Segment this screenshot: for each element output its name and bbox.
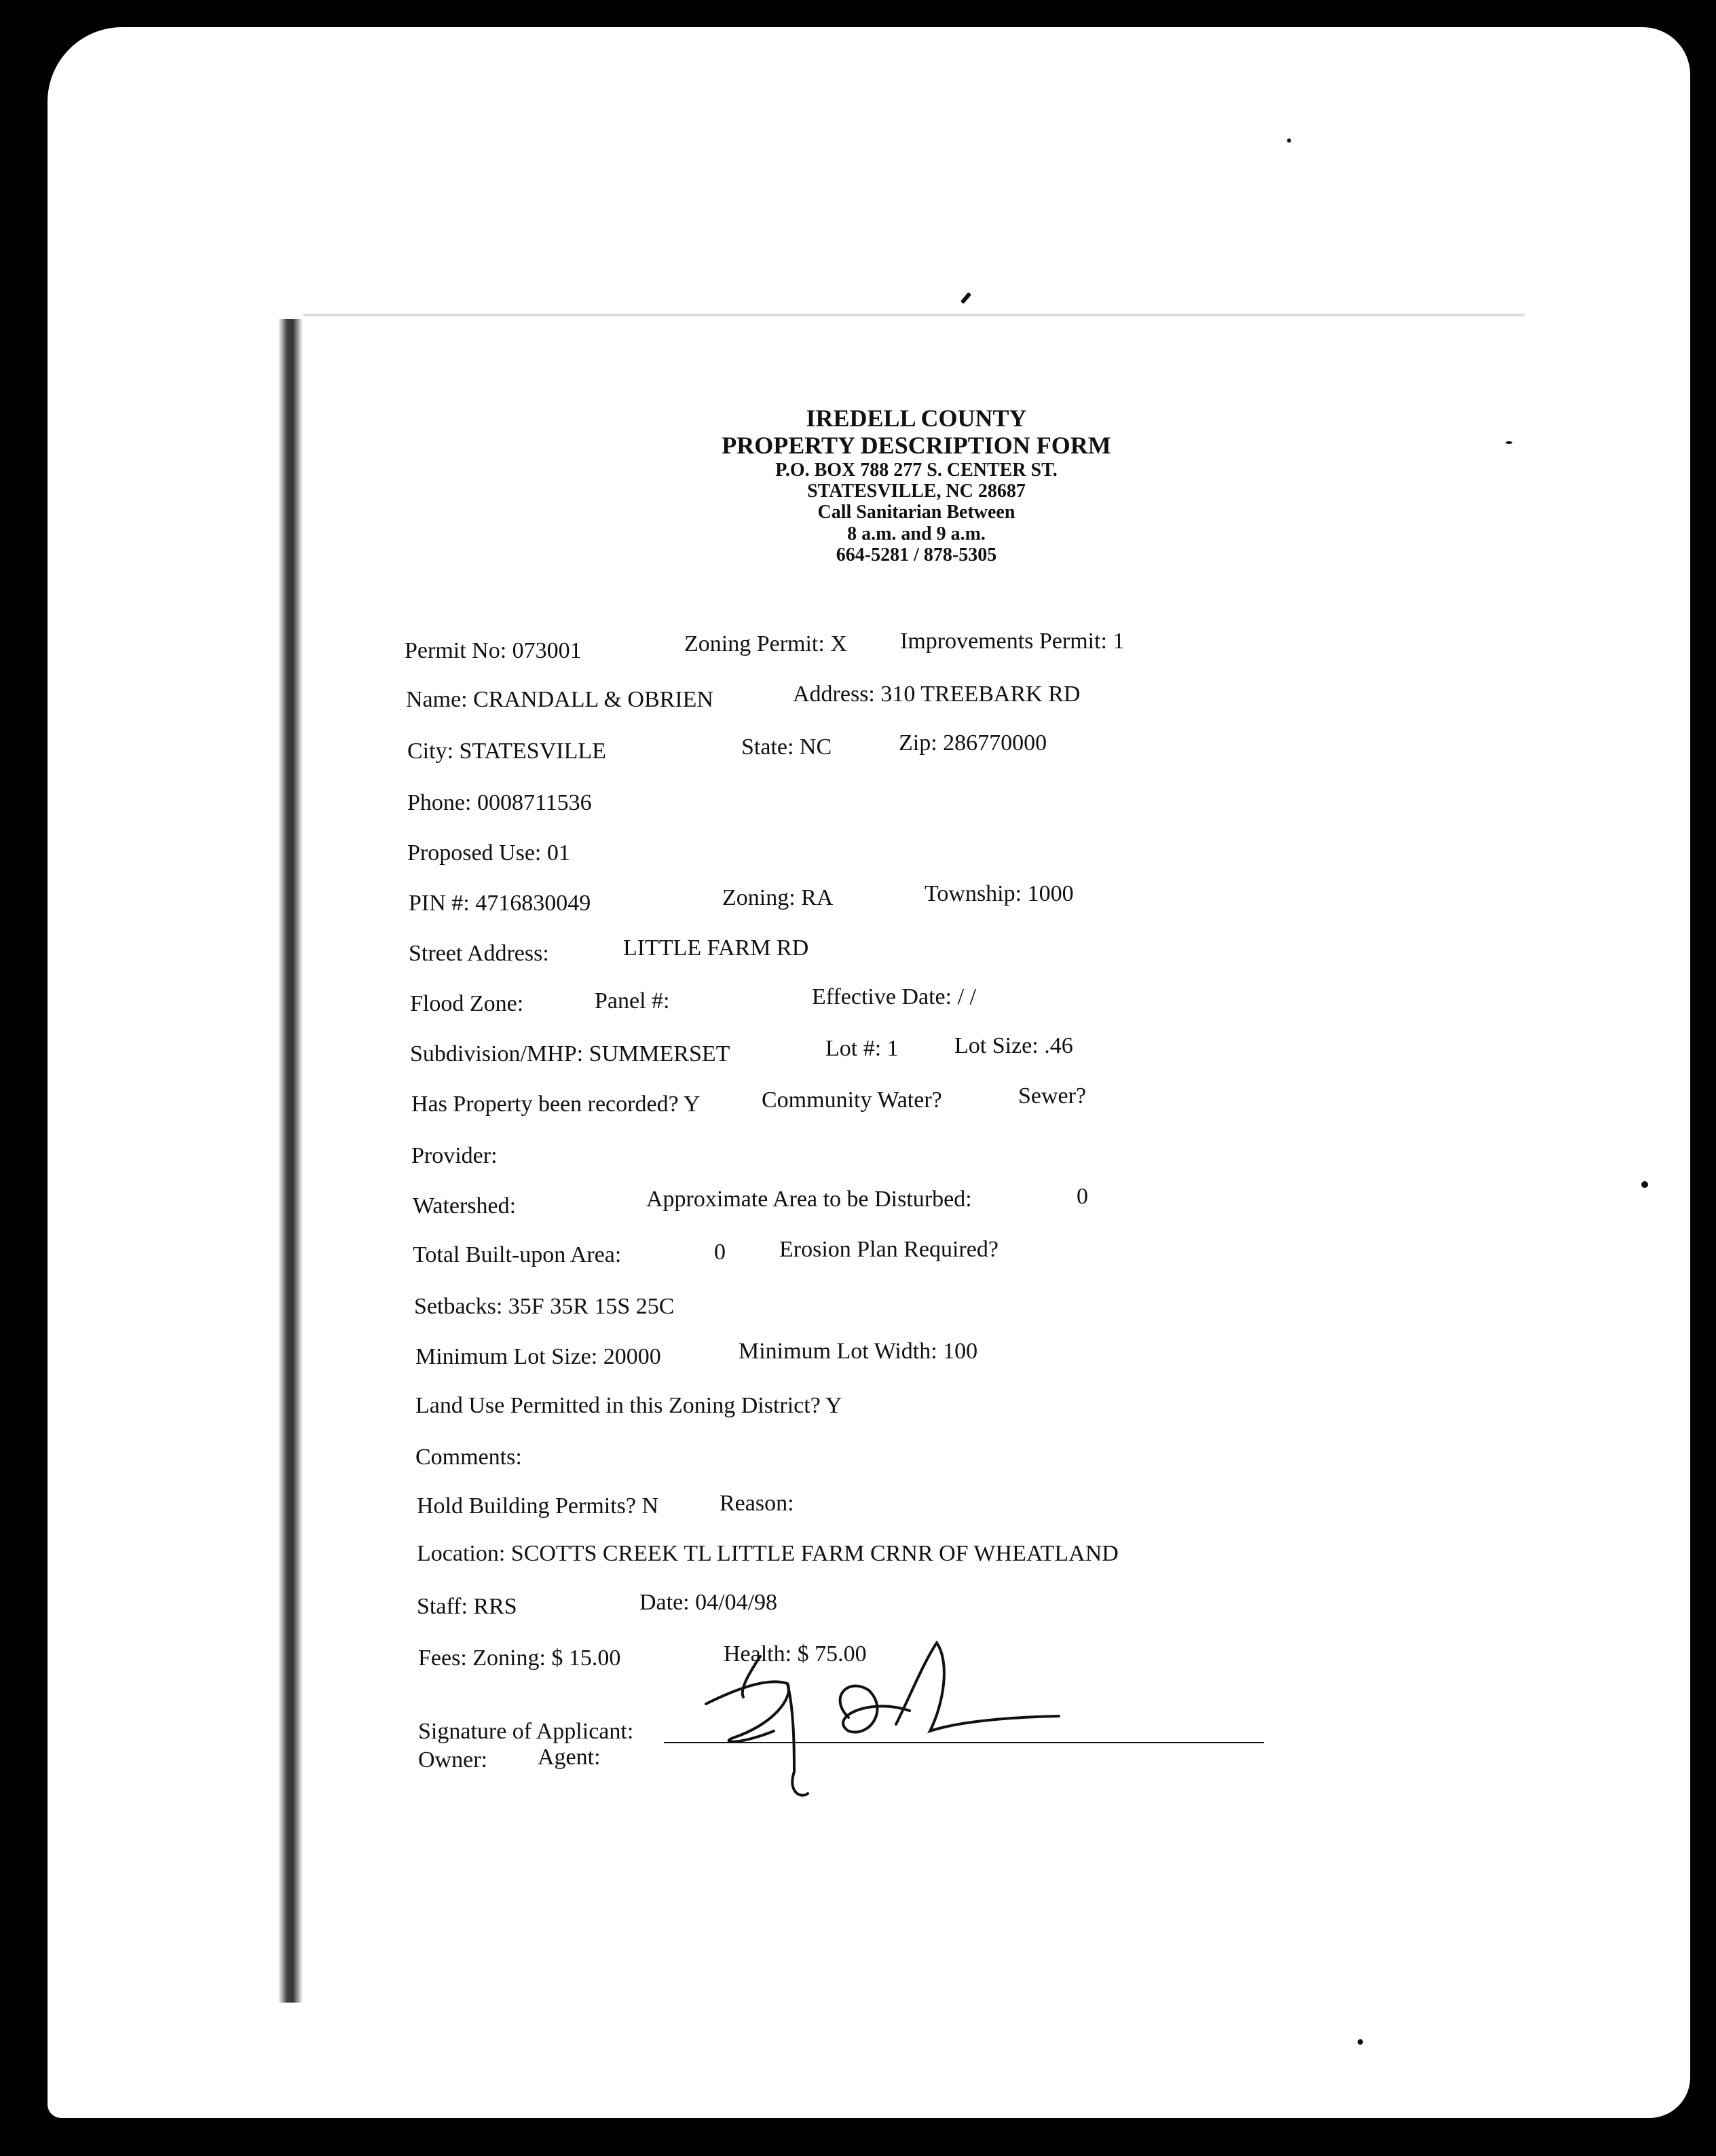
agent-label: Agent: xyxy=(538,1745,601,1770)
minimum-lot-width: Minimum Lot Width: 100 xyxy=(739,1339,978,1364)
signature-label: Signature of Applicant: xyxy=(418,1719,634,1744)
sewer: Sewer? xyxy=(1018,1083,1087,1109)
property-recorded: Has Property been recorded? Y xyxy=(411,1092,701,1117)
land-use-permitted: Land Use Permitted in this Zoning District? Y xyxy=(415,1393,842,1418)
pin-number: PIN #: 4716830049 xyxy=(409,891,591,916)
built-upon-area-value: 0 xyxy=(714,1240,726,1265)
page-edge-line xyxy=(303,314,1525,316)
lot-number: Lot #: 1 xyxy=(825,1036,899,1061)
owner-label: Owner: xyxy=(418,1747,487,1772)
setbacks: Setbacks: 35F 35R 15S 25C xyxy=(414,1294,675,1319)
applicant-name: Name: CRANDALL & OBRIEN xyxy=(406,687,713,712)
form-title: PROPERTY DESCRIPTION FORM xyxy=(722,432,1111,460)
city-state-zip: STATESVILLE, NC 28687 xyxy=(807,480,1026,502)
erosion-plan: Erosion Plan Required? xyxy=(779,1237,999,1262)
staff: Staff: RRS xyxy=(417,1594,517,1619)
location: Location: SCOTTS CREEK TL LITTLE FARM CRNR OF WHEATLAND xyxy=(417,1541,1119,1566)
improvements-permit: Improvements Permit: 1 xyxy=(900,629,1125,654)
approximate-area-label: Approximate Area to be Disturbed: xyxy=(646,1187,972,1212)
applicant-address: Address: 310 TREEBARK RD xyxy=(793,682,1081,707)
fees-zoning: Fees: Zoning: $ 15.00 xyxy=(418,1646,621,1671)
city: City: STATESVILLE xyxy=(407,739,606,764)
approximate-area-value: 0 xyxy=(1077,1184,1088,1209)
phone: Phone: 0008711536 xyxy=(407,790,592,815)
call-instructions: Call Sanitarian Between xyxy=(817,502,1015,523)
comments: Comments: xyxy=(415,1445,522,1470)
form-header xyxy=(611,405,1222,565)
mailing-address: P.O. BOX 788 277 S. CENTER ST. xyxy=(775,459,1058,481)
hold-building-permits: Hold Building Permits? N xyxy=(417,1493,659,1519)
flood-zone: Flood Zone: xyxy=(410,991,524,1016)
community-water: Community Water? xyxy=(762,1088,942,1113)
zip-code: Zip: 286770000 xyxy=(899,730,1047,756)
zoning: Zoning: RA xyxy=(722,885,834,910)
provider: Provider: xyxy=(411,1143,498,1168)
zoning-permit: Zoning Permit: X xyxy=(684,631,847,656)
call-hours: 8 a.m. and 9 a.m. xyxy=(847,523,986,544)
proposed-use: Proposed Use: 01 xyxy=(407,840,570,866)
lot-size: Lot Size: .46 xyxy=(954,1033,1073,1058)
minimum-lot-size: Minimum Lot Size: 20000 xyxy=(415,1344,661,1369)
effective-date: Effective Date: / / xyxy=(812,984,976,1009)
watershed: Watershed: xyxy=(413,1193,517,1219)
reason: Reason: xyxy=(720,1491,794,1516)
subdivision: Subdivision/MHP: SUMMERSET xyxy=(410,1041,730,1066)
built-upon-area-label: Total Built-upon Area: xyxy=(413,1242,622,1267)
street-address-value: LITTLE FARM RD xyxy=(623,935,809,961)
state: State: NC xyxy=(741,735,832,760)
form-date: Date: 04/04/98 xyxy=(639,1590,778,1615)
county-name: IREDELL COUNTY xyxy=(806,405,1027,432)
phone-numbers: 664-5281 / 878-5305 xyxy=(836,544,997,566)
page-edge-shadow xyxy=(278,319,303,2003)
fees-health: Health: $ 75.00 xyxy=(724,1641,867,1667)
permit-number: Permit No: 073001 xyxy=(405,638,582,663)
street-address-label: Street Address: xyxy=(409,941,549,966)
panel-number: Panel #: xyxy=(595,988,670,1014)
handwritten-signature xyxy=(692,1636,1072,1799)
township: Township: 1000 xyxy=(925,881,1074,906)
